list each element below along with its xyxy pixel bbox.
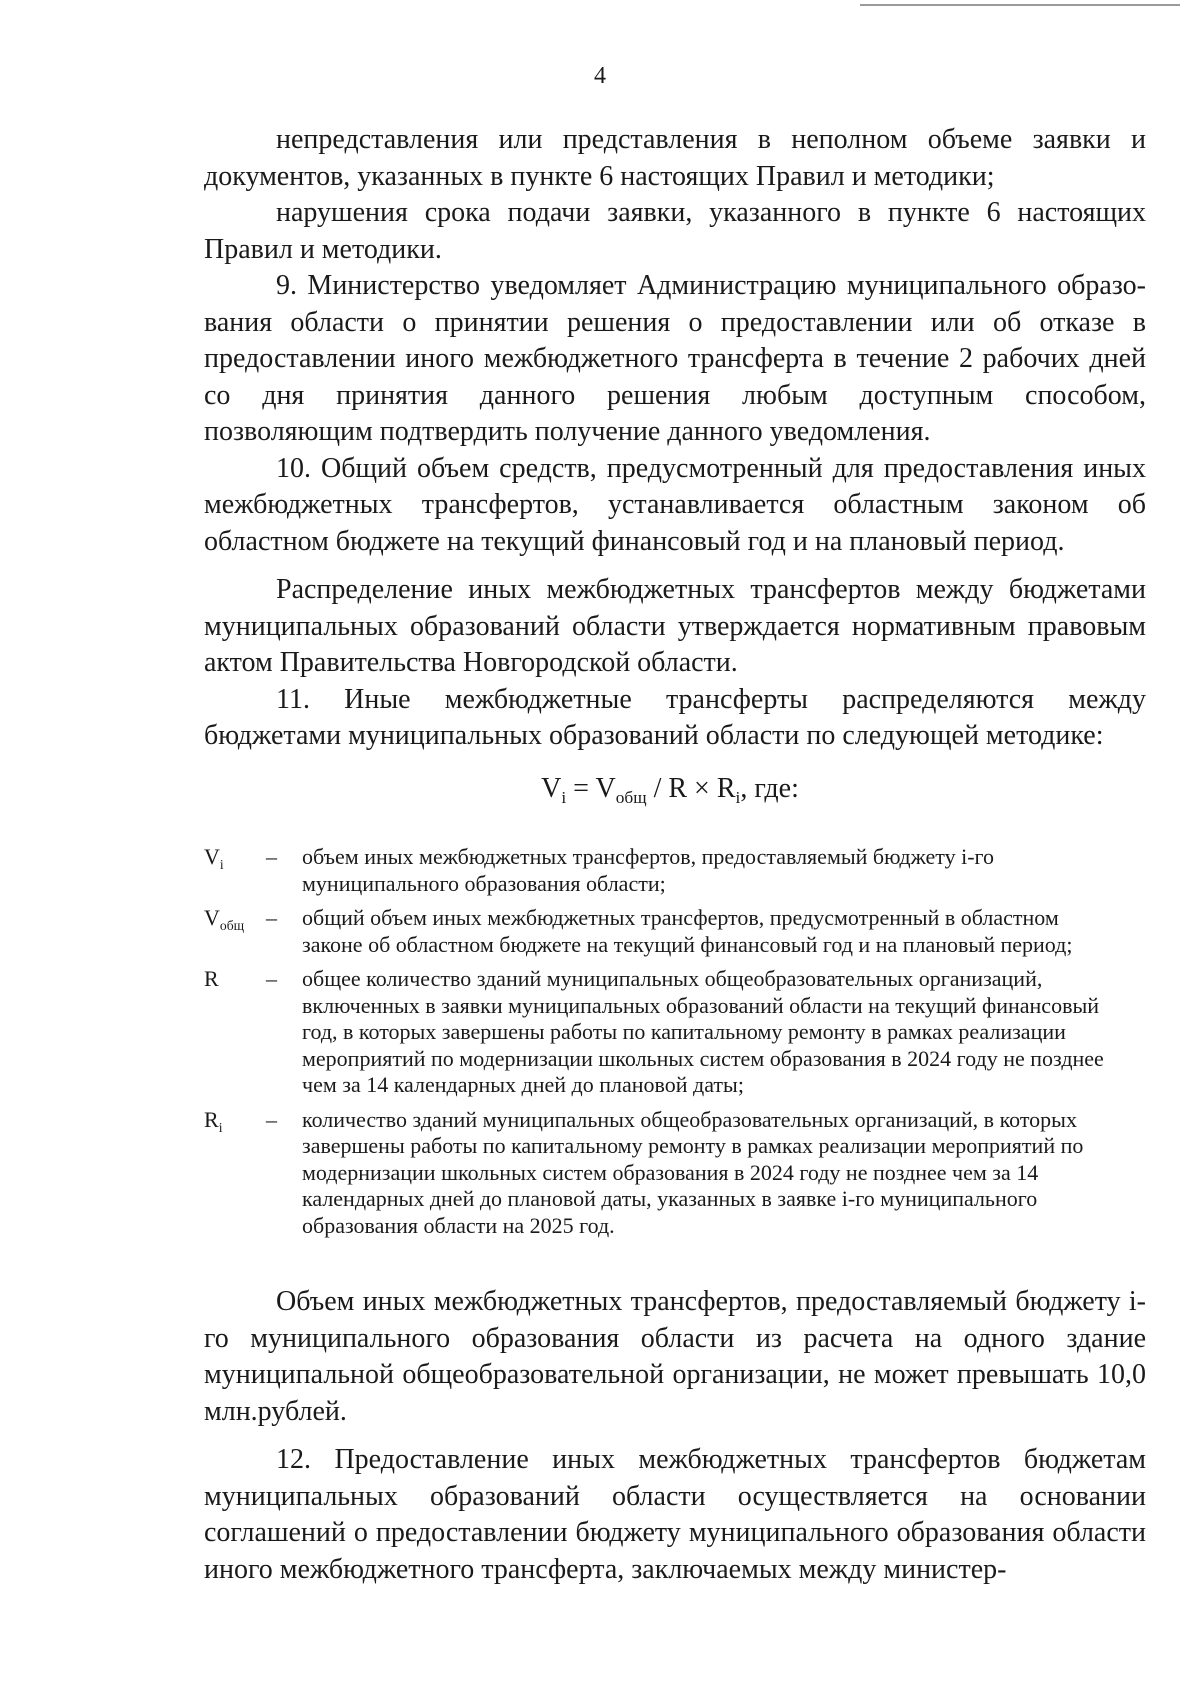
definition-symbol xyxy=(204,1107,266,1240)
formula-r-subscript: i xyxy=(735,788,741,808)
definition-dash: – xyxy=(266,905,277,930)
symbol-letter: R xyxy=(204,1106,219,1132)
page-number: 4 xyxy=(594,63,606,89)
definition-row xyxy=(204,1107,1104,1240)
top-body-text xyxy=(204,122,1146,755)
formula-v-total-subscript: общ xyxy=(615,788,647,808)
symbol-letter: R xyxy=(204,966,219,991)
symbol-subscript: i xyxy=(218,1119,223,1135)
symbol-subscript: общ xyxy=(219,917,245,933)
formula-v-subscript: i xyxy=(561,788,567,808)
definition-text: общее количество зданий муниципальных общеобразовательных организаций, включенных в заявки муниципальных образований области на текущий финансовый год, в которых завершены работы по капитальному ремонту в рамках реализации мероприятий по модернизации школьных систем образования в 2024 году не позднее чем за 14 календарных дней до плановой даты; xyxy=(302,966,1104,1097)
paragraph-item: непредставления или представления в неполном объеме заявки и документов, указанных в пункте 6 настоящих Правил и методики; xyxy=(204,124,1146,192)
paragraph-item: 11. Иные межбюджетные трансферты распределяются между бюджетами муниципальных образований области по следующей методике: xyxy=(204,683,1146,751)
definition-text: общий объем иных межбюджетных трансфертов, предусмотренный в областном законе об областном бюджете на текущий финансовый год и на плановый период; xyxy=(302,905,1073,957)
formula-equals: = xyxy=(566,773,596,804)
symbol-letter: V xyxy=(204,905,220,930)
definition-text: объем иных межбюджетных трансфертов, предоставляемый бюджету i-го муниципального образования области; xyxy=(302,844,995,896)
formula-tail: , где: xyxy=(740,773,799,804)
definition-dash: – xyxy=(266,966,277,991)
definition-symbol xyxy=(204,905,266,958)
formula xyxy=(0,772,1200,806)
paragraph-item: нарушения срока подачи заявки, указанного в пункте 6 настоящих Правил и методики. xyxy=(204,197,1146,265)
paragraph-item: Распределение иных межбюджетных трансфертов между бюджетами муниципальных образований области утверждается нормативным правовым актом Правительства Новгородской области. xyxy=(204,574,1146,678)
definition-symbol xyxy=(204,844,266,897)
paragraph-item: 12. Предоставление иных межбюджетных трансфертов бюджетам муниципальных образований области осуществляется на основании соглашений о предоставлении бюджету муниципального образования области иного межбюджетного трансферта, заключаемых между министер- xyxy=(204,1444,1146,1585)
definition-row xyxy=(204,966,1104,1099)
paragraph-item: 10. Общий объем средств, предусмотренный для предоставления иных межбюджетных трансфертов, устанавливается областным законом об областном бюджете на текущий финансовый год и на плановый период. xyxy=(204,452,1146,557)
definition-row xyxy=(204,905,1104,958)
symbol-letter: V xyxy=(204,844,220,869)
paragraph-item: Объем иных межбюджетных трансфертов, предоставляемый бюджету i-го муниципального образования области из расчета на одного здание муниципальной общеобразовательной организации, не может превышать 10,0 млн.рублей. xyxy=(204,1286,1146,1427)
formula-v-total: V xyxy=(595,773,616,804)
symbol-subscript: i xyxy=(219,856,224,872)
bottom-body-text xyxy=(204,1284,1146,1588)
formula-middle: / R × R xyxy=(646,773,736,804)
top-edge-line xyxy=(860,4,1180,6)
definition-symbol xyxy=(204,966,266,1099)
definition-dash: – xyxy=(266,844,277,869)
definition-row xyxy=(204,844,1104,897)
definition-text: количество зданий муниципальных общеобразовательных организаций, в которых завершены работы по капитальному ремонту в рамках реализации мероприятий по модернизации школьных систем образования в 2024 году не позднее чем за 14 календарных дней до плановой даты, указанных в заявке i-го муниципального образования области на 2025 год. xyxy=(302,1106,1084,1238)
definition-dash: – xyxy=(266,1106,277,1132)
formula-v: V xyxy=(541,773,562,804)
paragraph-item: 9. Министерство уведомляет Администрацию муниципального образования области о принятии решения о предоставлении или об отказе в предоставлении иного межбюджетного трансферта в течение 2 рабочих дней со дня принятия данного решения любым доступным способом, позволяющим подтвердить получение данного уведомления. xyxy=(204,270,1146,447)
definitions-list xyxy=(204,844,1104,1247)
